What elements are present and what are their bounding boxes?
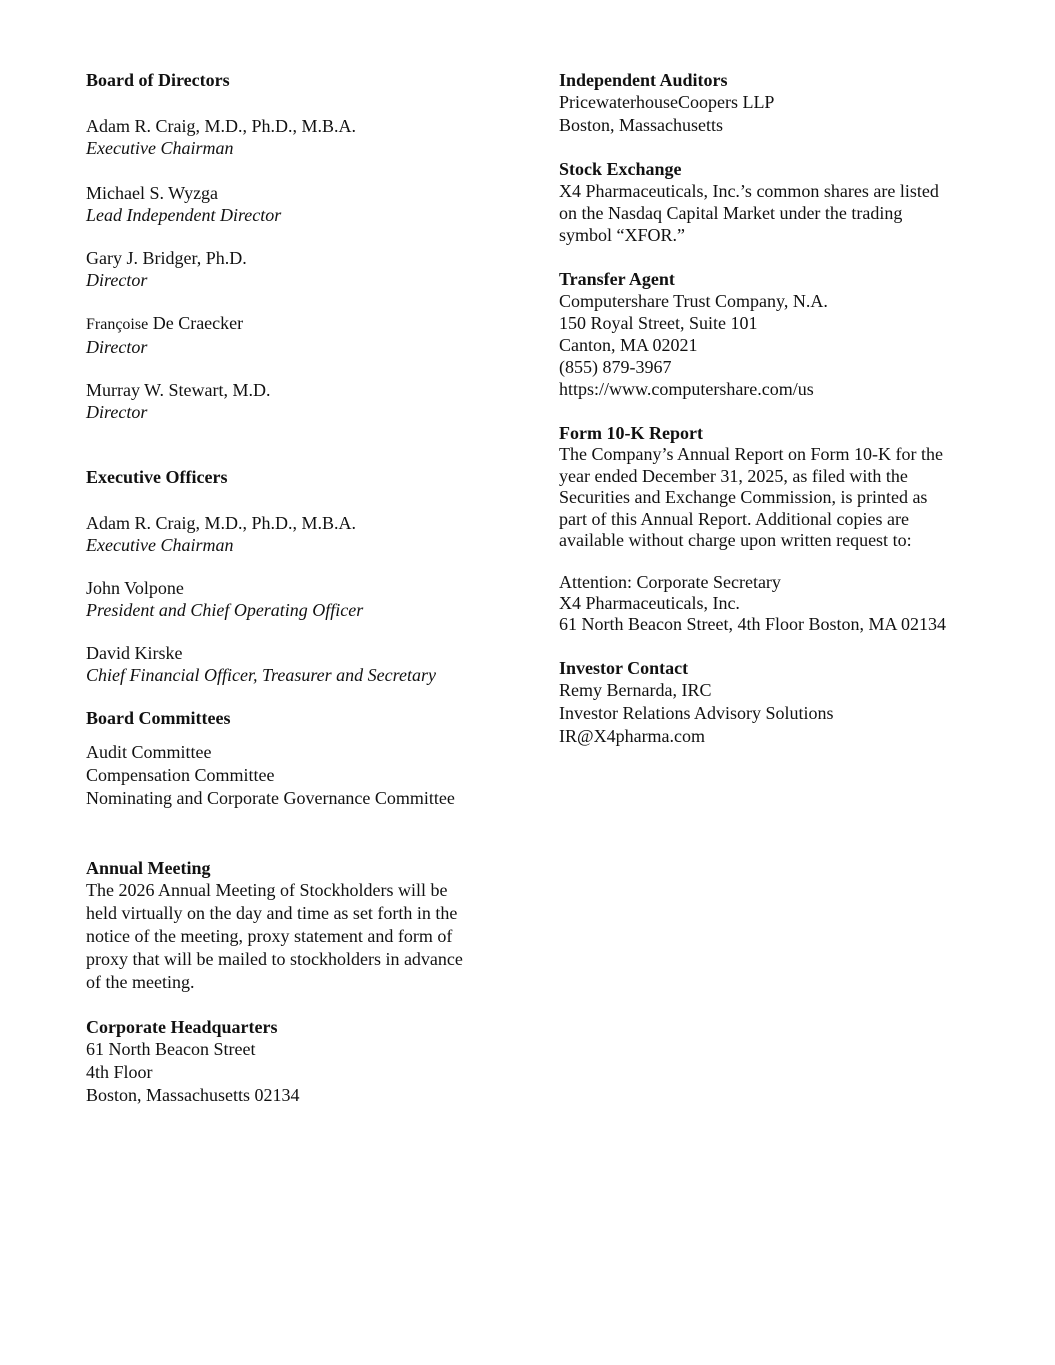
paragraph-line: available without charge upon written request to: bbox=[559, 530, 912, 550]
officer-name: John Volpone bbox=[86, 578, 184, 598]
officer bbox=[86, 512, 506, 556]
member-name: Gary J. Bridger, Ph.D. bbox=[86, 248, 247, 268]
board-member bbox=[86, 182, 506, 226]
annual-meeting-text bbox=[86, 879, 506, 994]
paragraph-line: year ended December 31, 2025, as filed with the bbox=[559, 465, 908, 486]
officer bbox=[86, 642, 506, 686]
form10k-heading: Form 10-K Report bbox=[559, 423, 703, 443]
officer-title: President and Chief Operating Officer bbox=[86, 600, 364, 620]
officer-name: David Kirske bbox=[86, 643, 183, 663]
secretary-address bbox=[559, 572, 979, 635]
investor-heading: Investor Contact bbox=[559, 657, 689, 678]
paragraph-line: part of this Annual Report. Additional copies are bbox=[559, 508, 909, 529]
annual-meeting-heading: Annual Meeting bbox=[86, 858, 211, 878]
paragraph-line: The 2026 Annual Meeting of Stockholders will be bbox=[86, 880, 448, 900]
address-line: 150 Royal Street, Suite 101 bbox=[559, 313, 758, 333]
website-link[interactable]: https://www.computershare.com/us bbox=[559, 379, 814, 399]
address-line: 61 North Beacon Street, 4th Floor Boston, MA 02134 bbox=[559, 613, 946, 634]
board-heading: Board of Directors bbox=[86, 70, 230, 90]
member-name: Murray W. Stewart, M.D. bbox=[86, 380, 271, 400]
committee-item: Compensation Committee bbox=[86, 765, 275, 785]
headquarters-address bbox=[86, 1038, 506, 1107]
address-line: Computershare Trust Company, N.A. bbox=[559, 291, 828, 311]
contact-email[interactable]: IR@X4pharma.com bbox=[559, 725, 706, 746]
address-line: 4th Floor bbox=[86, 1062, 153, 1082]
member-last-name: De Craecker bbox=[152, 313, 244, 333]
board-member bbox=[86, 115, 506, 159]
officer-title: Executive Chairman bbox=[86, 535, 234, 555]
committee-item: Nominating and Corporate Governance Committee bbox=[86, 788, 455, 808]
paragraph-line: The Company’s Annual Report on Form 10-K for the bbox=[559, 444, 943, 464]
address-line: 61 North Beacon Street bbox=[86, 1039, 256, 1059]
officers-heading: Executive Officers bbox=[86, 467, 228, 487]
member-title: Director bbox=[86, 402, 148, 422]
address-line: Attention: Corporate Secretary bbox=[559, 571, 781, 592]
paragraph-line: X4 Pharmaceuticals, Inc.’s common shares are listed bbox=[559, 181, 939, 201]
officer-name: Adam R. Craig, M.D., Ph.D., M.B.A. bbox=[86, 513, 357, 533]
address-line: Canton, MA 02021 bbox=[559, 335, 698, 355]
paragraph-line: Securities and Exchange Commission, is printed as bbox=[559, 487, 928, 507]
paragraph-line: of the meeting. bbox=[86, 972, 195, 992]
member-name: Adam R. Craig, M.D., Ph.D., M.B.A. bbox=[86, 116, 357, 136]
headquarters-heading: Corporate Headquarters bbox=[86, 1017, 278, 1037]
exchange-heading: Stock Exchange bbox=[559, 159, 682, 179]
auditors-info bbox=[559, 91, 979, 137]
officer bbox=[86, 577, 506, 621]
member-title: Lead Independent Director bbox=[86, 205, 282, 225]
board-member bbox=[86, 379, 506, 423]
left-column bbox=[86, 69, 506, 1107]
paragraph-line: held virtually on the day and time as set forth in the bbox=[86, 903, 458, 923]
contact-company: Investor Relations Advisory Solutions bbox=[559, 702, 834, 723]
investor-info bbox=[559, 679, 979, 748]
right-column bbox=[559, 69, 979, 748]
member-name bbox=[86, 312, 506, 336]
transfer-agent-heading: Transfer Agent bbox=[559, 269, 675, 289]
board-member bbox=[86, 247, 506, 291]
auditors-heading: Independent Auditors bbox=[559, 70, 728, 90]
paragraph-line: proxy that will be mailed to stockholders in advance bbox=[86, 949, 463, 969]
phone-number: (855) 879-3967 bbox=[559, 357, 672, 377]
paragraph-line: symbol “XFOR.” bbox=[559, 225, 685, 245]
exchange-text bbox=[559, 180, 979, 246]
transfer-agent-info bbox=[559, 290, 979, 400]
officer-title: Chief Financial Officer, Treasurer and Secretary bbox=[86, 665, 436, 685]
form10k-text bbox=[559, 444, 979, 552]
committee-item: Audit Committee bbox=[86, 742, 212, 762]
paragraph-line: on the Nasdaq Capital Market under the trading bbox=[559, 203, 903, 223]
board-member bbox=[86, 312, 506, 358]
member-first-name: Françoise bbox=[86, 316, 149, 333]
auditor-line: PricewaterhouseCoopers LLP bbox=[559, 92, 775, 112]
contact-name: Remy Bernarda, IRC bbox=[559, 679, 712, 700]
member-title: Director bbox=[86, 270, 148, 290]
member-name: Michael S. Wyzga bbox=[86, 183, 219, 203]
auditor-line: Boston, Massachusetts bbox=[559, 115, 723, 135]
address-line: Boston, Massachusetts 02134 bbox=[86, 1085, 300, 1105]
address-line: X4 Pharmaceuticals, Inc. bbox=[559, 592, 740, 613]
member-title: Executive Chairman bbox=[86, 138, 234, 158]
committee-list bbox=[86, 741, 506, 810]
committees-heading: Board Committees bbox=[86, 708, 231, 728]
paragraph-line: notice of the meeting, proxy statement and form of bbox=[86, 926, 453, 946]
member-title: Director bbox=[86, 337, 148, 357]
